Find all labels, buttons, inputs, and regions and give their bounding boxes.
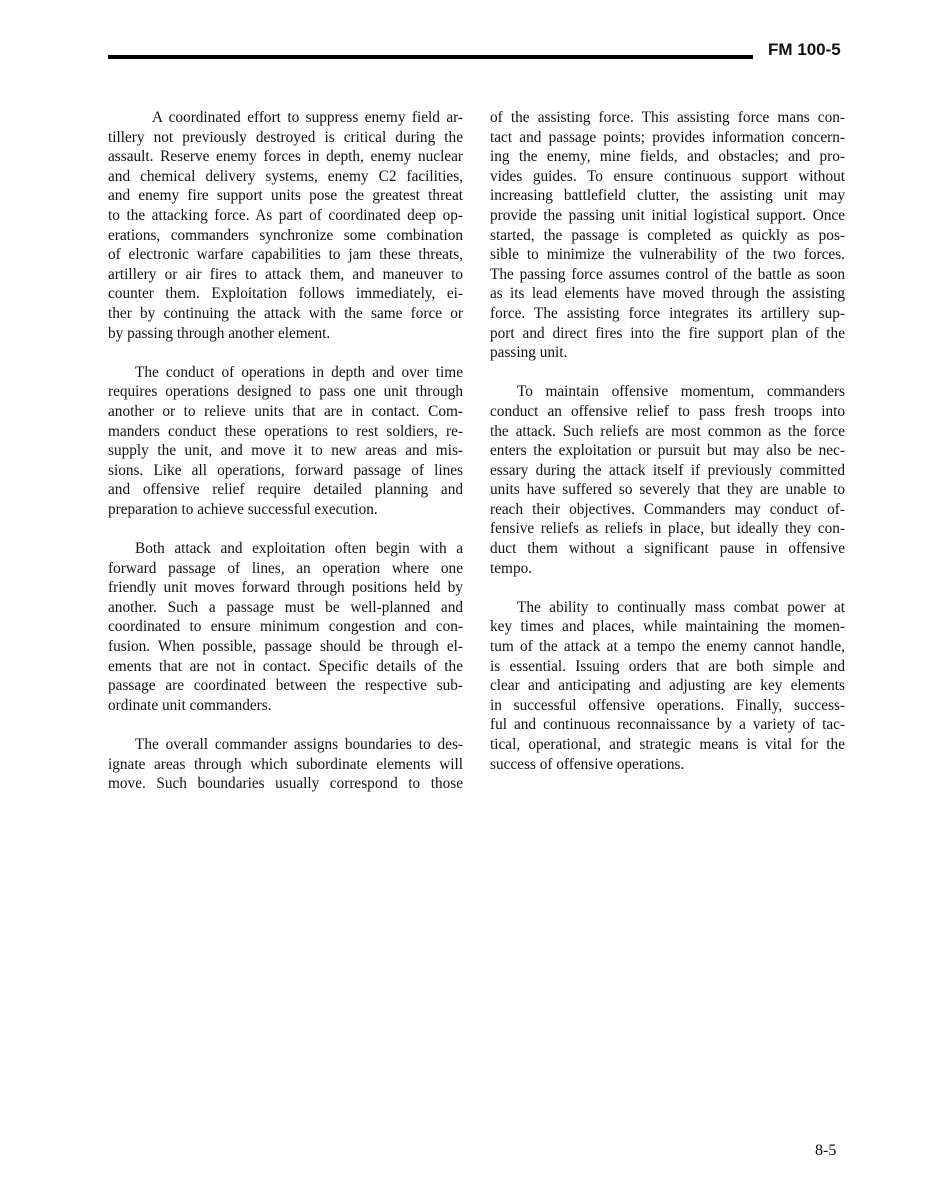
text-line: fensive reliefs as reliefs in place, but ideally they con- xyxy=(490,520,845,538)
header-rule xyxy=(108,55,753,59)
text-line: key times and places, while maintaining the momen- xyxy=(490,618,845,636)
text-line: and enemy fire support units pose the greatest threat xyxy=(108,187,463,205)
text-line: another or to relieve units that are in contact. Com- xyxy=(108,402,463,420)
text-line: force. The assisting force integrates its artillery sup- xyxy=(490,304,845,322)
text-line: sible to minimize the vulnerability of the two forces. xyxy=(490,246,845,264)
text-line: coordinated to ensure minimum congestion and con- xyxy=(108,618,463,636)
text-line: move. Such boundaries usually correspond to those xyxy=(108,775,463,793)
text-line: tical, operational, and strategic means is vital for the xyxy=(490,736,845,753)
text-line: increasing battlefield clutter, the assisting unit may xyxy=(490,187,845,205)
text-line: started, the passage is completed as quickly as pos- xyxy=(490,226,845,244)
text-line: Both attack and exploitation often begin with a xyxy=(135,540,463,558)
page-number: 8-5 xyxy=(815,1142,837,1159)
text-line: tact and passage points; provides information concern- xyxy=(490,128,845,146)
paragraph xyxy=(108,363,463,520)
text-line: manders conduct these operations to rest soldiers, re- xyxy=(108,422,463,440)
text-line: sions. Like all operations, forward passage of lines xyxy=(108,461,463,479)
text-line: ing the enemy, mine fields, and obstacles; and pro- xyxy=(490,148,845,166)
text-line: passage are coordinated between the respective sub- xyxy=(108,677,463,695)
text-line: by passing through another element. xyxy=(108,324,331,342)
text-line: to the attacking force. As part of coordinated deep op- xyxy=(108,206,463,224)
text-line: tempo. xyxy=(490,559,533,577)
text-line: erations, commanders synchronize some combination xyxy=(108,226,463,244)
paragraph xyxy=(490,108,845,363)
text-line: is essential. Issuing orders that are both simple and xyxy=(490,657,845,675)
text-line: and offensive relief require detailed planning and xyxy=(108,481,463,499)
manual-title: FM 100-5 xyxy=(768,40,841,59)
text-line: supply the unit, and move it to new areas and mis- xyxy=(108,442,463,460)
text-line: passing unit. xyxy=(490,344,568,362)
text-line: To maintain offensive momentum, commanders xyxy=(517,383,845,401)
text-line: and chemical delivery systems, enemy C2 facilities, xyxy=(108,167,463,185)
paragraph xyxy=(490,382,845,578)
text-line: in successful offensive operations. Finally, success- xyxy=(490,696,845,714)
text-line: The passing force assumes control of the battle as soon xyxy=(490,265,845,283)
paragraph xyxy=(490,598,845,774)
text-line: the attack. Such reliefs are most common as the force xyxy=(490,422,845,440)
text-line: clear and anticipating and adjusting are key elements xyxy=(490,677,845,695)
text-line: of the assisting force. This assisting force mans con- xyxy=(490,109,845,126)
text-line: essary during the attack itself if previously committed xyxy=(490,461,845,479)
text-line: requires operations designed to pass one unit through xyxy=(108,383,463,401)
text-line: ther by continuing the attack with the same force or xyxy=(108,304,463,322)
right-column xyxy=(490,108,845,794)
paragraph xyxy=(108,108,463,343)
text-line: units have suffered so severely that they are unable to xyxy=(490,481,845,499)
text-line: as its lead elements have moved through the assisting xyxy=(490,285,845,303)
text-line: The conduct of operations in depth and over time xyxy=(135,363,463,381)
text-line: The ability to continually mass combat power at xyxy=(517,598,845,616)
text-line: duct them without a significant pause in offensive xyxy=(490,540,845,558)
text-line: of electronic warfare capabilities to jam these threats, xyxy=(108,246,463,264)
text-line: another. Such a passage must be well-planned and xyxy=(108,598,463,616)
text-line: preparation to achieve successful execution. xyxy=(108,500,378,518)
text-line: artillery or air fires to attack them, and maneuver to xyxy=(108,265,463,283)
text-line: counter them. Exploitation follows immediately, ei- xyxy=(108,285,463,303)
text-line: ful and continuous reconnaissance by a variety of tac- xyxy=(490,716,845,734)
text-line: fusion. When possible, passage should be through el- xyxy=(108,638,463,656)
text-line: A coordinated effort to suppress enemy field ar- xyxy=(152,109,463,126)
text-line: vides guides. To ensure continuous support without xyxy=(490,167,845,185)
text-line: ignate areas through which subordinate elements will xyxy=(108,755,463,773)
paragraph xyxy=(108,735,463,794)
text-line: The overall commander assigns boundaries to des- xyxy=(135,736,463,753)
paragraph xyxy=(108,539,463,715)
text-line: enters the exploitation or pursuit but may also be nec- xyxy=(490,442,845,460)
left-column xyxy=(108,108,463,813)
text-line: friendly unit moves forward through positions held by xyxy=(108,579,463,597)
text-line: conduct an offensive relief to pass fresh troops into xyxy=(490,402,845,420)
text-line: success of offensive operations. xyxy=(490,755,685,773)
text-line: ements that are not in contact. Specific details of the xyxy=(108,657,463,675)
text-line: assault. Reserve enemy forces in depth, enemy nuclear xyxy=(108,148,463,166)
text-line: ordinate unit commanders. xyxy=(108,696,272,714)
text-line: provide the passing unit initial logistical support. Once xyxy=(490,206,845,224)
text-line: port and direct fires into the fire support plan of the xyxy=(490,324,845,342)
text-line: tum of the attack at a tempo the enemy cannot handle, xyxy=(490,638,845,656)
text-line: reach their objectives. Commanders may conduct of- xyxy=(490,500,845,518)
text-line: forward passage of lines, an operation where one xyxy=(108,559,463,577)
text-line: tillery not previously destroyed is critical during the xyxy=(108,128,463,146)
